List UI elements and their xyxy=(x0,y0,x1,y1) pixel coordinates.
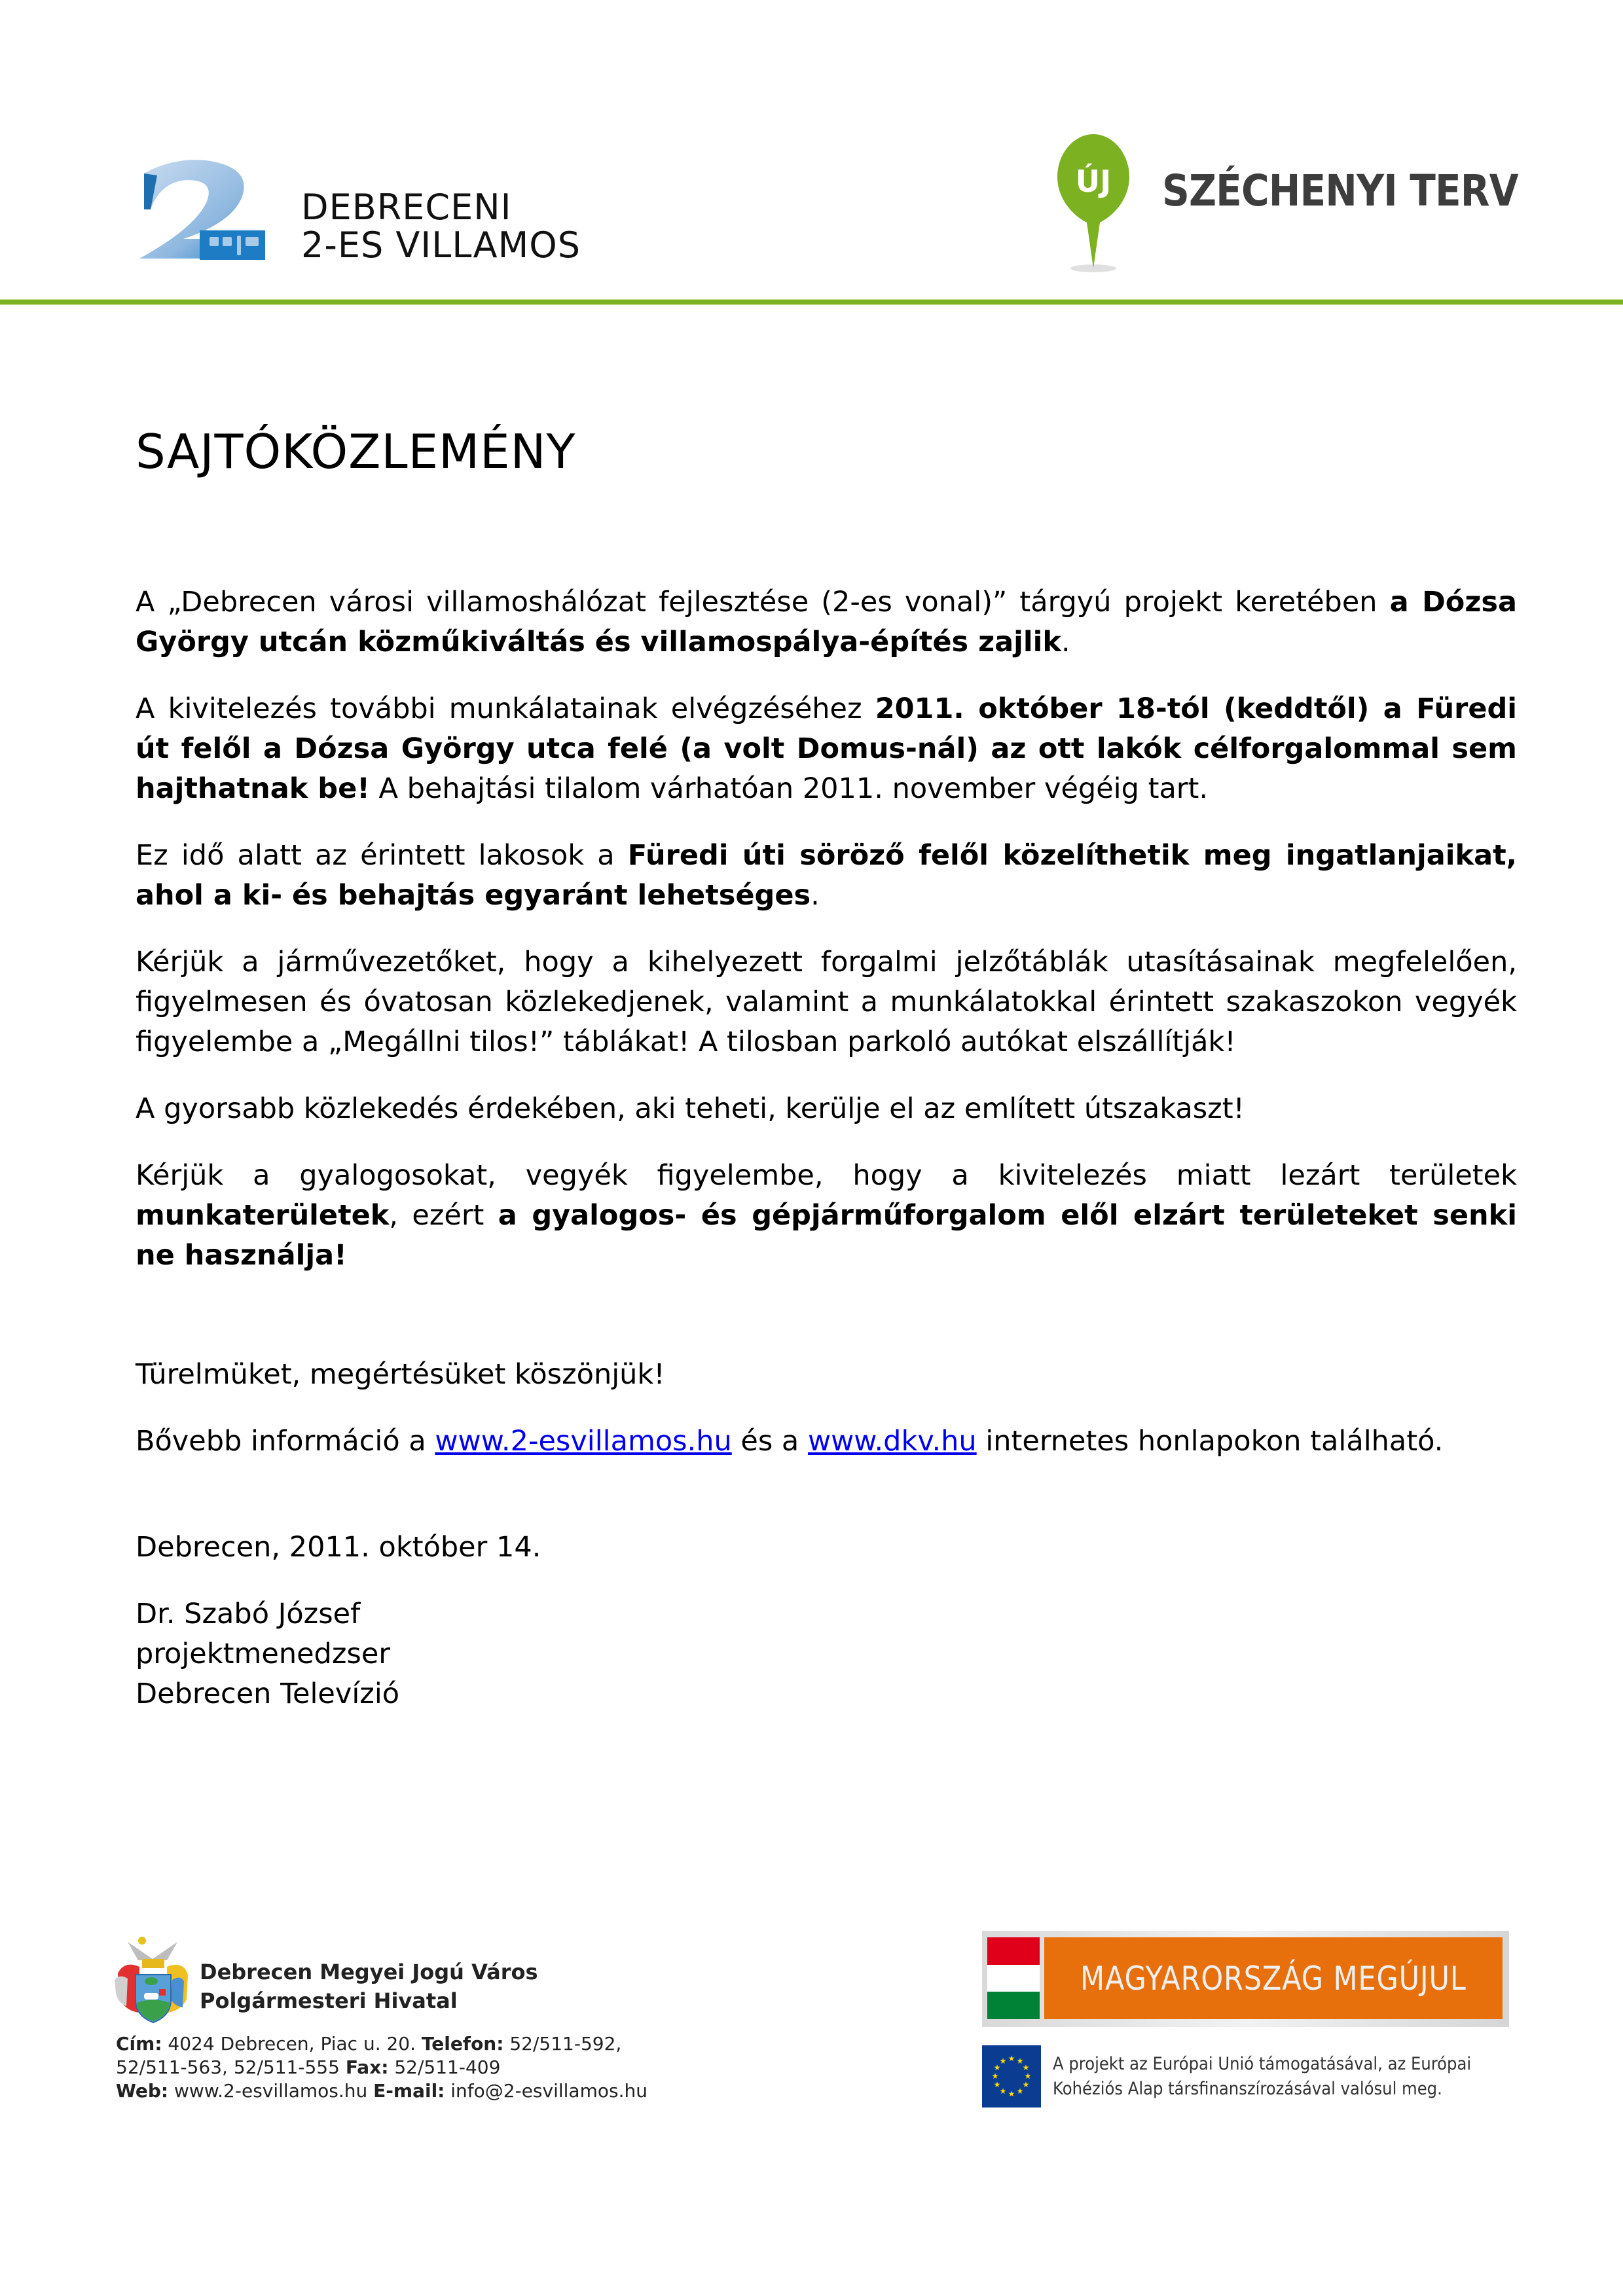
spacer xyxy=(136,1488,1517,1528)
contact-line-3 xyxy=(116,2079,647,2103)
svg-text:★: ★ xyxy=(999,2087,1007,2096)
svg-text:★: ★ xyxy=(991,2072,999,2081)
pin-text: ÚJ xyxy=(1075,164,1112,199)
signatory-role: projektmenedzser xyxy=(136,1638,390,1670)
phone-value: 52/511-592, xyxy=(503,2033,622,2054)
eu-line-1: A projekt az Európai Unió támogatásával, az Európai xyxy=(1053,2054,1472,2074)
header-divider xyxy=(0,300,1623,304)
paragraph-4 xyxy=(136,942,1517,1062)
link-dkv[interactable]: www.dkv.hu xyxy=(807,1425,977,1458)
signature-block xyxy=(136,1528,1517,1714)
text-run: A „Debrecen városi villamoshálózat fejlesztése (2-es vonal)” tárgyú projekt keretében xyxy=(136,586,1390,619)
logo-line-2: 2-ES VILLAMOS xyxy=(301,224,581,266)
paragraph-6 xyxy=(136,1156,1517,1276)
text-run: és a xyxy=(731,1425,808,1458)
text-run-bold: a Dózsa György utcán közműkiváltás és villamospálya-építés zajlik xyxy=(136,586,1517,658)
org-name xyxy=(200,1958,538,2015)
eu-funding-text xyxy=(1053,2052,1471,2102)
eu-line-2: Kohéziós Alap társfinanszírozásával valósul meg. xyxy=(1053,2079,1442,2099)
text-run: , ezért xyxy=(389,1199,498,1232)
banner-orange-panel xyxy=(1044,1937,1503,2019)
org-line-1: Debrecen Megyei Jogú Város xyxy=(200,1960,538,1984)
logo-text xyxy=(301,188,581,264)
map-pin-icon xyxy=(1057,134,1129,278)
text-run: . xyxy=(811,879,820,912)
svg-text:★: ★ xyxy=(1022,2063,1030,2072)
svg-text:★: ★ xyxy=(999,2056,1007,2066)
text-run: Kérjük a járművezetőket, hogy a kihelyezett forgalmi jelzőtáblák utasításainak megfelelően, figyelmesen és óvatosan közlekedjenek, valamint a munkálatokkal érintett szakaszokon vegyék figyelembe a „Megállni tilos!” táblákat! A tilosban parkoló autókat elszállítják! xyxy=(136,946,1517,1058)
email-label: E-mail: xyxy=(373,2080,445,2102)
web-value: www.2-esvillamos.hu xyxy=(168,2080,374,2102)
paragraph-5 xyxy=(136,1089,1517,1129)
debreceni-2-es-villamos-logo xyxy=(134,157,579,268)
eu-flag-icon xyxy=(982,2045,1041,2108)
uj-szechenyi-terv-logo xyxy=(1057,134,1516,285)
svg-text:★: ★ xyxy=(1024,2072,1032,2081)
svg-text:★: ★ xyxy=(1008,2054,1015,2063)
contact-line-1 xyxy=(116,2032,647,2056)
phone-label: Telefon: xyxy=(421,2033,504,2054)
email-value: info@2-esvillamos.hu xyxy=(445,2080,647,2102)
contact-line-2 xyxy=(116,2056,647,2079)
coat-of-arms-icon xyxy=(115,1934,192,2026)
page-title: SAJTÓKÖZLEMÉNY xyxy=(136,424,576,479)
fax-value: 52/511-409 xyxy=(388,2056,501,2078)
footer-city-hall xyxy=(115,1934,704,2117)
logo-line-1: DEBRECENI xyxy=(301,187,512,228)
text-run-bold: a gyalogos- és gépjárműforgalom elől elzárt területeket senki ne használja! xyxy=(136,1199,1517,1272)
svg-text:★: ★ xyxy=(1008,2089,1015,2098)
tram-number-2-logo-icon xyxy=(134,157,265,262)
contact-info xyxy=(116,2032,647,2103)
address-value: 4024 Debrecen, Piac u. 20. xyxy=(162,2033,422,2054)
svg-text:★: ★ xyxy=(993,2063,1001,2072)
text-run: . xyxy=(1061,626,1070,658)
text-run: A behajtási tilalom várhatóan 2011. november végéig tart. xyxy=(369,772,1209,805)
text-run: Bővebb információ a xyxy=(136,1425,435,1458)
press-release-body xyxy=(136,583,1517,1714)
text-run: Ez idő alatt az érintett lakosok a xyxy=(136,839,628,872)
text-run: internetes honlapokon található. xyxy=(976,1425,1444,1458)
web-label: Web: xyxy=(116,2080,169,2102)
text-run: Kérjük a gyalogosokat, vegyék figyelembe, hogy a kivitelezés miatt lezárt területek xyxy=(136,1159,1517,1192)
more-info-line xyxy=(136,1422,1517,1462)
text-run-bold: munkaterületek xyxy=(136,1199,390,1232)
magyarorszag-megujul-banner xyxy=(982,1931,1509,2027)
footer-funding xyxy=(982,1931,1512,2114)
paragraph-1 xyxy=(136,583,1517,662)
spacer xyxy=(136,1302,1517,1355)
hungarian-flag-icon xyxy=(987,1937,1040,2019)
fax-label: Fax: xyxy=(345,2056,389,2078)
text-run: A gyorsabb közlekedés érdekében, aki teheti, kerülje el az említett útszakaszt! xyxy=(136,1092,1245,1125)
paragraph-3 xyxy=(136,836,1517,916)
signatory-org: Debrecen Televízió xyxy=(136,1677,400,1710)
address-label: Cím: xyxy=(116,2033,162,2054)
thanks-line: Türelmüket, megértésüket köszönjük! xyxy=(136,1358,665,1391)
date-line: Debrecen, 2011. október 14. xyxy=(136,1531,541,1564)
org-line-2: Polgármesteri Hivatal xyxy=(200,1988,458,2013)
letterhead xyxy=(0,0,1623,308)
phone-value: 52/511-563, 52/511-555 xyxy=(116,2056,346,2078)
svg-text:★: ★ xyxy=(1022,2080,1030,2089)
paragraph-2 xyxy=(136,689,1517,809)
svg-text:★: ★ xyxy=(993,2080,1001,2089)
svg-text:★: ★ xyxy=(1016,2087,1024,2096)
signatory-name: Dr. Szabó József xyxy=(136,1598,361,1630)
text-run-bold: Füredi úti söröző felől közelíthetik meg ingatlanjaikat, ahol a ki- és behajtás egyaránt lehetséges xyxy=(136,839,1518,912)
link-2-esvillamos[interactable]: www.2-esvillamos.hu xyxy=(435,1425,732,1458)
banner-text: MAGYARORSZÁG MEGÚJUL xyxy=(1080,1959,1467,1998)
text-run-bold: 2011. október 18-tól (keddtől) a Füredi út felől a Dózsa György utca felé (a volt Domus-nál) az ott lakók célforgalommal sem hajthatnak be! xyxy=(136,692,1517,805)
text-run: A kivitelezés további munkálatainak elvégzéséhez xyxy=(136,692,875,725)
szechenyi-terv-text: SZÉCHENYI TERV xyxy=(1162,166,1518,216)
svg-text:★: ★ xyxy=(1016,2056,1024,2066)
